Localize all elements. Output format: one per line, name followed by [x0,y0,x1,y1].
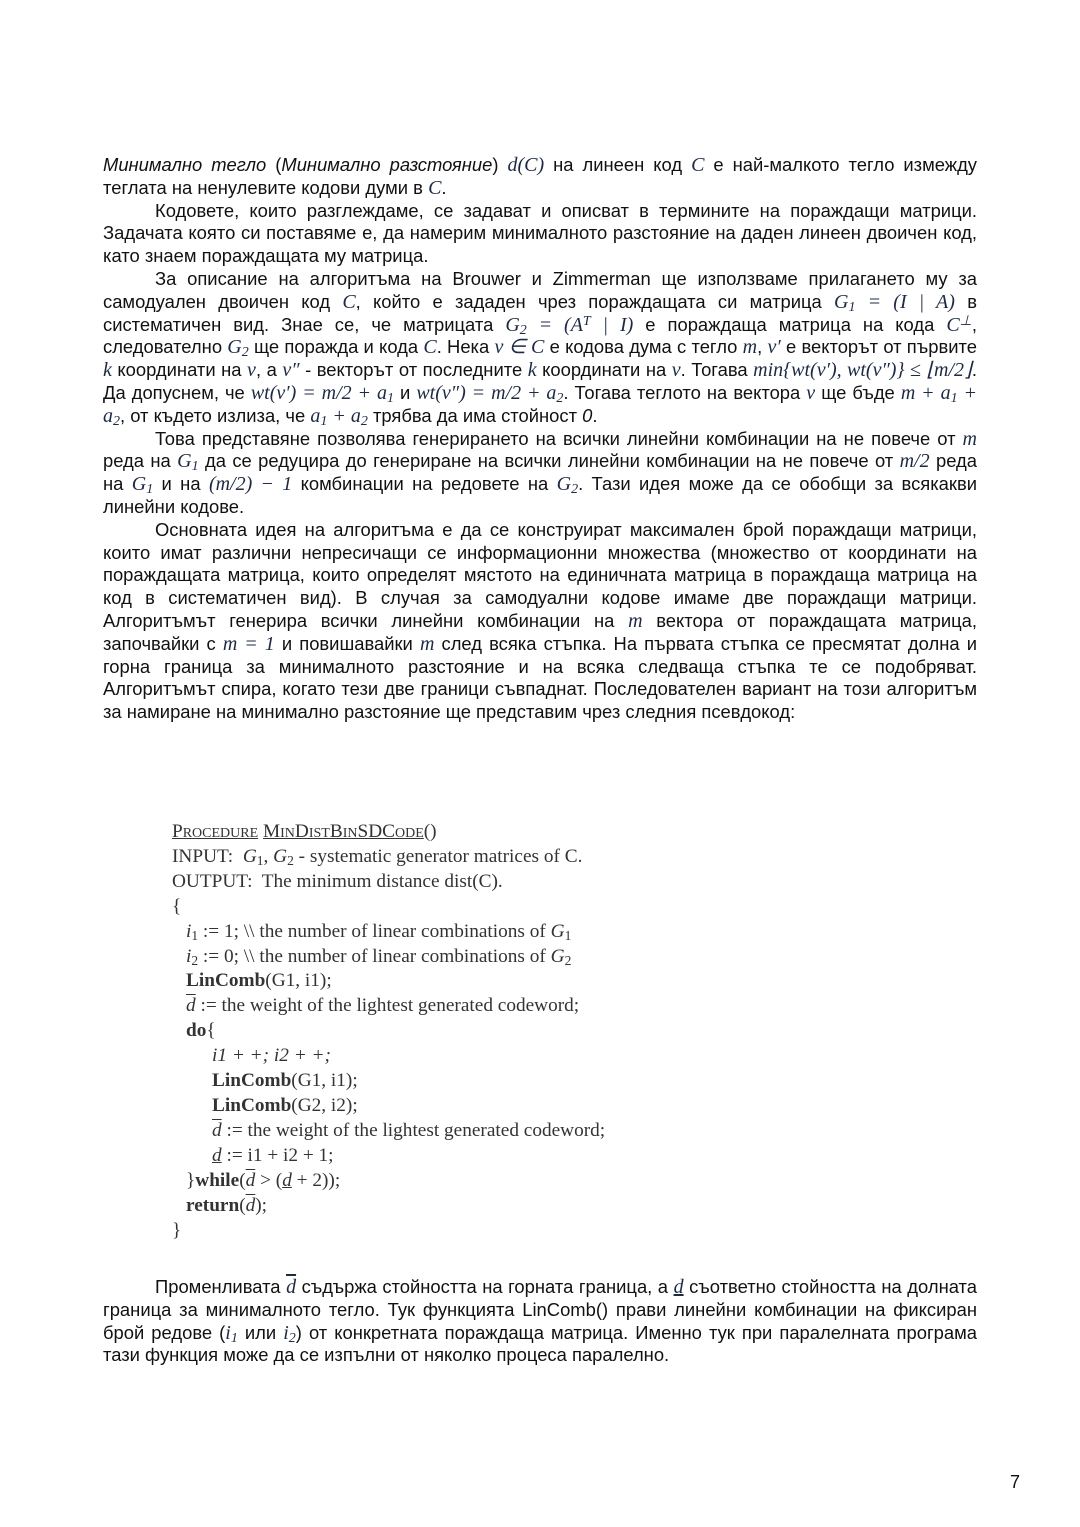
math-m: m [742,336,758,359]
math-sup: T [582,313,591,329]
text-run: е векторът от първите [780,336,977,358]
text-run: след всяка стъпка. На първата стъпка се пресмятат долна и горна граница за минималното разстояние и на всяка следваща стъпка те се подобряват. Алгоритъмът спира, когато тези две граници съвпаднат. Последователен вариант на този алгоритъм за намиране на минимално разстояние ще представим чрез следния псевдокод: [103,632,977,723]
code-function: LinComb [212,1094,292,1116]
math-sub: 1 [191,459,199,475]
code-var: G [550,920,565,942]
code-var-upper-d: $\overline{d}$ [245,1194,256,1216]
code-text: := 1; \\ the number of linear combinations of [198,920,551,942]
math-sub: 2 [556,390,564,406]
text-run: съответно стойността на долната граница за минималното тегло. Тук функцията LinComb() прави линейни комбинации на фиксиран брой редове ( [103,1276,977,1343]
code-lower-bound-line [172,1144,872,1169]
math-sub: 2 [519,322,527,338]
text-run: на линеен код [544,154,692,175]
code-text: := 0; \\ the number of linear combinations of [198,945,551,967]
math-a1-a2 [310,405,368,427]
text-run: За описание на алгоритъма на Brouwer и Zimmerman ще използваме прилагането му за самодуален двоичен код [103,267,977,312]
math-sym: G [131,473,147,496]
text-run: или [237,1321,284,1343]
text-run: трябва да има стойност [367,404,583,426]
math-v-double-prime: v″ [282,359,300,382]
paragraph-algorithm-description [103,268,977,428]
math-k: k [103,359,112,382]
code-sub: 1 [191,927,199,943]
math-k: k [527,359,537,382]
code-keyword: OUTPUT: [172,870,253,892]
text-run: , [757,336,768,358]
code-keyword: Procedure [172,821,259,842]
code-keyword: do [186,1020,207,1042]
code-close-brace: } [172,1219,182,1241]
body-text-top [103,154,977,724]
math-sym: G [834,290,849,313]
math-sym: = (A [526,313,583,336]
math-i1 [225,1322,238,1344]
code-text: ( [239,1194,246,1216]
code-args: (G1, i1); [291,1070,358,1092]
paragraph-main-idea [103,519,977,724]
text-run: ще бъде [815,381,901,403]
math-sub: 2 [571,482,579,498]
page-number: 7 [1010,1472,1021,1492]
code-function: LinComb [212,1070,292,1092]
text-run: и на [153,473,209,495]
text-run: комбинации на редовете на [292,473,557,495]
math-C: C [428,176,442,199]
code-var-upper-d: $\overline{d}$ [245,1169,256,1191]
paragraph-representation [103,428,977,519]
code-return-line [172,1194,872,1219]
code-text: } [186,1169,196,1191]
math-sub: 2 [113,413,120,429]
code-var: G [550,945,565,967]
math-sub: 1 [320,413,328,429]
math-sub: 2 [241,345,249,361]
math-v: v [806,381,816,404]
math-min-wt: min{wt(v′), wt(v″)} ≤ ⌊m/2⌋ [753,359,972,382]
code-var: G [273,845,288,867]
math-lower-d: d [673,1276,684,1298]
math-sym: G [227,336,242,359]
math-sym: wt(v′) = m/2 + a [250,381,387,404]
code-i2-line [172,945,872,970]
code-input-line [172,845,872,870]
text-run: е пораждаща матрица на кода [633,313,947,335]
text-run: координати на [111,359,248,381]
code-sub: 1 [256,852,264,868]
code-sub: 2 [191,952,199,968]
body-text-bottom [103,1276,977,1367]
text-run: . Нека [436,336,495,358]
text-run: ще поражда и кода [248,336,424,358]
code-text: + 2)); [291,1169,341,1191]
code-open-brace: { [172,895,182,917]
math-C-dual [946,314,972,336]
text-run: и повишавайки [274,632,420,654]
code-text: - systematic generator matrices of C. [293,845,583,867]
paragraph-variables [103,1276,977,1367]
value-zero: 0 [582,404,593,426]
math-sym: i [283,1321,289,1344]
math-C: C [423,336,437,359]
code-function: LinComb [186,970,266,992]
text-run: . Тогава теглото на вектора [563,381,807,403]
math-sub: 2 [288,1330,296,1346]
paragraph-codes: Кодовете, които разглеждаме, се задават и описват в термините на пораждащи матрици. Задачата която си поставяме е, да намерим минималното разстояние на даден линеен двоичен код, като знаем пораждащата му матрица. [103,199,977,267]
text-run: реда на [103,450,978,495]
code-keyword: while [195,1169,240,1191]
code-var: i [186,920,192,942]
math-m-equals-1: m = 1 [222,632,275,655]
text-run: . [592,404,598,426]
math-sym: i [225,1321,231,1344]
math-C: C [691,154,705,176]
code-text: := the weight of the lightest generated codeword; [221,1119,606,1141]
text-run: и [393,381,417,403]
text-run: , от където излиза, че [120,404,311,426]
text-run: да се редуцира до генериране на всички линейни комбинации на не повече от [198,450,900,472]
code-upper-bound-line [172,994,872,1019]
math-v-in-C: v ∈ C [494,336,545,359]
text-run: , следователно [103,313,977,358]
math-sym: C [946,313,960,336]
math-v-prime: v′ [767,336,781,359]
code-sub: 1 [564,927,572,943]
paragraph-definition [103,154,977,200]
term-min-weight: Минимално тегло [103,154,267,175]
code-lincomb-line-2 [172,1069,872,1094]
text-run: . Тогава [680,359,754,381]
text-run: ) [492,154,508,175]
math-m-half: m/2 [899,450,930,473]
code-lincomb-line-1 [172,969,872,994]
text-run: е най-малкото тегло измежду теглата на ненулевите кодови думи в [103,154,978,198]
text-run: ) от конкретната пораждаща матрица. Именно тук при паралелната програма тази функция може да се изпълни от няколко процеса паралелно. [103,1321,977,1366]
text-run: Това представяне позволява генерирането на всички линейни комбинации на не повече от [155,427,963,449]
text-run: е кодова дума с тегло [544,336,743,358]
math-m: m [628,609,643,632]
math-sym: + a [103,381,978,427]
math-sym: G [505,313,520,336]
math-sym: | I) [590,313,634,336]
math-m: m [419,632,435,655]
code-while-line [172,1169,872,1194]
code-upper-bound-line-2 [172,1119,872,1144]
code-text: := i1 + i2 + 1; [221,1144,334,1166]
text-run: в систематичен вид. Знае се, че матрицата [103,290,977,335]
math-G2-def [505,314,633,336]
code-text: , [263,845,274,867]
math-v: v [247,359,256,382]
math-wt-v-double-prime [416,382,563,404]
code-var-upper-d: $\overline{d}$ [212,1119,222,1141]
math-sub: 1 [386,390,394,406]
code-var-upper-d: $\overline{d}$ [186,995,196,1017]
text-run: вектора от пораждащата матрица, започвайки с [103,609,977,654]
code-text: > ( [255,1169,283,1191]
math-m-half-minus-one: (m/2) − 1 [208,473,293,496]
math-m: m [962,427,977,450]
math-sym: wt(v″) = m/2 + a [416,381,557,404]
math-C: C [342,290,356,313]
math-v: v [671,359,681,382]
code-text: := the weight of the lightest generated codeword; [195,995,580,1017]
code-sub: 2 [564,952,572,968]
code-procedure-name: MinDistBinSDCode [263,821,424,842]
text-run: . [441,176,447,198]
text-run: ( [266,154,282,175]
math-G1 [177,450,199,475]
code-var: G [242,845,257,867]
code-keyword: return [186,1194,240,1216]
text-run: , който е зададен чрез пораждащата си матрица [355,290,835,312]
math-G2 [556,473,579,498]
code-var: i [186,945,192,967]
code-var-lower-d: d [212,1144,222,1166]
term-min-distance: Минимално разстояние [281,154,493,175]
math-sym: m + a [900,381,951,404]
math-sub: 1 [950,390,958,406]
code-output-line [172,870,872,895]
code-text: ); [255,1194,268,1216]
math-sub: 2 [360,413,368,429]
math-sup: ⊥ [959,313,972,329]
text-run: Основната идея на алгоритъма е да се конструират максимален брой пораждащи матрици, които имат различни непресичащи се информационни множества (множество от координати на пораждащата матрица, които определят мястото на единичната матрица в пораждаща матрица на код в систематичен вид). В случая за самодуални кодове имаме две пораждащи матрици. Алгоритъмът генерира всички линейни комбинации на [103,518,977,631]
code-text: The minimum distance dist(C). [261,870,503,892]
math-sym: = (I | A) [855,290,955,313]
code-do-line [172,1019,872,1044]
math-G1 [131,473,154,498]
code-var-lower-d: d [282,1169,292,1191]
text-run: , а [255,359,283,381]
math-sym: G [177,450,192,473]
math-sym: a [310,404,321,427]
code-text: () [423,821,437,842]
code-increment-line: i1 + +; i2 + +; [212,1045,331,1067]
math-sym: + a [327,404,361,427]
code-sub: 2 [287,852,294,868]
math-upper-d: $\overline{d}$ [286,1276,297,1298]
text-run: . Да допуснем, че [103,359,977,403]
math-wt-v-prime [251,382,394,404]
code-procedure-line [172,820,872,845]
math-sub: 1 [146,482,154,498]
text-run: Променливата [155,1276,287,1297]
code-text: ( [239,1169,246,1191]
code-args: (G1, i1); [265,970,332,992]
text-run: - векторът от последните [299,359,528,381]
code-keyword: INPUT: [172,845,234,867]
pseudocode-block [172,820,872,1243]
text-run: съдържа стойността на горната граница, а [296,1276,674,1297]
math-sub: 1 [230,1330,238,1346]
math-sym: G [556,473,572,496]
code-text: { [206,1020,216,1042]
code-args: (G2, i2); [291,1094,358,1116]
text-run: реда на [103,450,178,472]
code-lincomb-line-3 [172,1094,872,1119]
math-G2 [227,336,249,361]
math-G1-def [834,291,955,313]
math-i2 [283,1322,296,1344]
code-i1-line [172,920,872,945]
math-dC: d(C) [507,154,545,176]
text-run: координати на [536,359,672,381]
math-sub: 1 [848,299,856,315]
text-run: . Тази идея може да се обобщи за всякакви линейни кодове. [103,473,977,517]
